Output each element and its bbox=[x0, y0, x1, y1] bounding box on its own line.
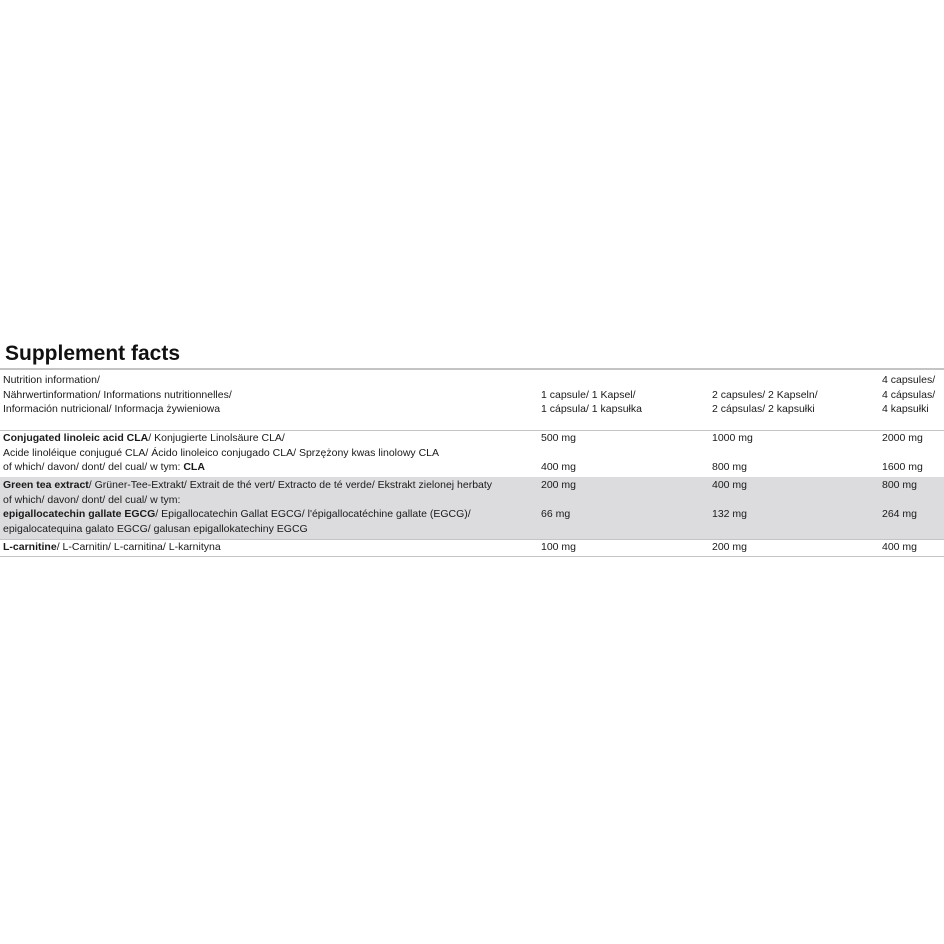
amount-2-capsules: 200 mg bbox=[712, 541, 748, 553]
header-serving-line: 4 capsules/ bbox=[882, 374, 936, 386]
sub-amount-4-capsules: 264 mg bbox=[882, 508, 918, 520]
header-serving-line: 2 cápsulas/ 2 kapsułki bbox=[712, 403, 815, 415]
ingredient-bold: Green tea extract bbox=[3, 479, 89, 491]
table-row bbox=[0, 477, 944, 539]
header-label-line: Nutrition information/ bbox=[3, 374, 100, 386]
ingredient-bold: epigallocatechin gallate EGCG bbox=[3, 508, 156, 520]
sub-amount-2-capsules: 132 mg bbox=[712, 508, 748, 520]
ingredient-name bbox=[3, 431, 523, 475]
ingredient-prefix: of which/ davon/ dont/ del cual/ w tym: bbox=[3, 461, 184, 473]
header-serving-line: 2 capsules/ 2 Kapseln/ bbox=[712, 388, 818, 401]
header-serving-line: 4 kapsułki bbox=[882, 403, 929, 415]
supplement-facts-panel bbox=[0, 340, 944, 557]
amount-1-capsule: 200 mg bbox=[541, 479, 577, 491]
ingredient-line bbox=[3, 478, 523, 493]
ingredient-line bbox=[3, 431, 523, 446]
ingredient-rest: / L-Carnitin/ L-carnitina/ L-karnityna bbox=[56, 541, 221, 553]
sub-amount-1-capsule: 66 mg bbox=[541, 508, 571, 520]
header-serving-line: 1 cápsula/ 1 kapsułka bbox=[541, 403, 642, 415]
ingredient-line bbox=[3, 460, 523, 475]
header-label-line: Nährwertinformation/ Informations nutritionnelles/ bbox=[3, 388, 232, 401]
amount-4-capsules: 400 mg bbox=[882, 541, 918, 553]
header-serving-2 bbox=[712, 388, 862, 417]
ingredient-bold: Conjugated linoleic acid CLA bbox=[3, 432, 149, 444]
sub-amount-4-capsules: 1600 mg bbox=[882, 461, 923, 473]
ingredient-line: Acide linoléique conjugué CLA/ Ácido linoleico conjugado CLA/ Sprzężony kwas linolowy CLA bbox=[3, 446, 440, 459]
ingredient-bold: CLA bbox=[183, 461, 205, 473]
header-serving-1 bbox=[541, 388, 691, 417]
header-serving-line: 1 capsule/ 1 Kapsel/ bbox=[541, 388, 636, 401]
header-serving-4 bbox=[882, 373, 942, 417]
ingredient-bold: L-carnitine bbox=[3, 541, 57, 553]
ingredient-name bbox=[3, 478, 523, 536]
ingredient-line bbox=[3, 540, 523, 555]
amount-2-capsules: 400 mg bbox=[712, 479, 748, 491]
amount-4-capsules: 800 mg bbox=[882, 479, 918, 491]
ingredient-name bbox=[3, 540, 523, 555]
ingredient-rest: / Grüner-Tee-Extrakt/ Extrait de thé vert/ Extracto de té verde/ Ekstrakt zielonej herbaty bbox=[88, 479, 493, 491]
table-row bbox=[0, 540, 944, 556]
ingredient-rest: / Konjugierte Linolsäure CLA/ bbox=[148, 432, 285, 444]
header-label bbox=[3, 373, 523, 417]
header-serving-line: 4 cápsulas/ bbox=[882, 388, 936, 401]
sub-amount-2-capsules: 800 mg bbox=[712, 461, 748, 473]
bottom-rule bbox=[0, 556, 944, 557]
amount-4-capsules: 2000 mg bbox=[882, 432, 923, 444]
sub-amount-1-capsule: 400 mg bbox=[541, 461, 577, 473]
amount-1-capsule: 500 mg bbox=[541, 432, 577, 444]
header-row bbox=[0, 370, 944, 430]
ingredient-line: epigalocatequina galato EGCG/ galusan epigallokatechiny EGCG bbox=[3, 522, 308, 535]
amount-2-capsules: 1000 mg bbox=[712, 432, 753, 444]
table-row bbox=[0, 431, 944, 477]
ingredient-line bbox=[3, 507, 523, 522]
ingredient-rest: / Epigallocatechin Gallat EGCG/ l'épigallocatéchine gallate (EGCG)/ bbox=[155, 508, 471, 520]
amount-1-capsule: 100 mg bbox=[541, 541, 577, 553]
panel-title: Supplement facts bbox=[5, 342, 181, 365]
ingredient-line: of which/ davon/ dont/ del cual/ w tym: bbox=[3, 493, 181, 506]
header-label-line: Información nutricional/ Informacja żywieniowa bbox=[3, 403, 221, 415]
